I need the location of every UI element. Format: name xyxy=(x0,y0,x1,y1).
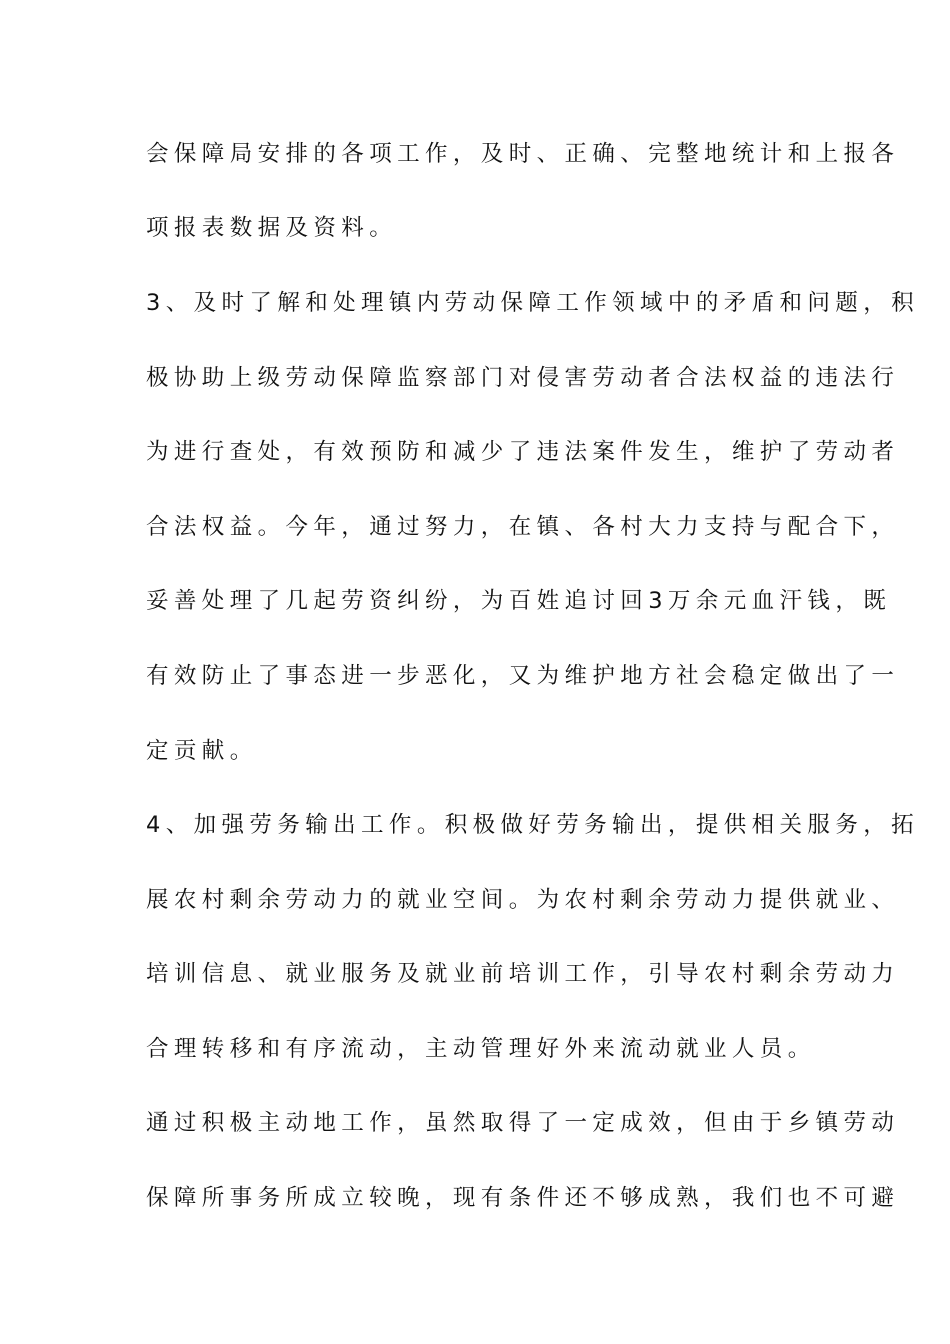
text-line: 合理转移和有序流动，主动管理好外来流动就业人员。 xyxy=(146,1036,816,1062)
text-line: 会保障局安排的各项工作，及时、正确、完整地统计和上报各 xyxy=(146,141,900,167)
text-line: 展农村剩余劳动力的就业空间。为农村剩余劳动力提供就业、 xyxy=(146,887,900,913)
paragraph-5-start: 通过积极主动地工作，虽然取得了一定成效，但由于乡镇劳动 xyxy=(146,1110,900,1136)
text-line: 妥善处理了几起劳资纠纷，为百姓追讨回3万余元血汗钱，既 xyxy=(146,588,892,614)
text-line: 有效防止了事态进一步恶化，又为维护地方社会稳定做出了一 xyxy=(146,663,900,689)
text-line: 培训信息、就业服务及就业前培训工作，引导农村剩余劳动力 xyxy=(146,961,900,987)
text-line: 为进行查处，有效预防和减少了违法案件发生，维护了劳动者 xyxy=(146,439,900,465)
text-line: 保障所事务所成立较晚，现有条件还不够成熟，我们也不可避 xyxy=(146,1185,900,1211)
text-line: 定贡献。 xyxy=(146,738,258,764)
paragraph-4-start: 4、加强劳务输出工作。积极做好劳务输出，提供相关服务，拓 xyxy=(146,812,920,838)
paragraph-3-start: 3、及时了解和处理镇内劳动保障工作领域中的矛盾和问题，积 xyxy=(146,290,920,316)
text-line: 项报表数据及资料。 xyxy=(146,215,398,241)
text-line: 合法权益。今年，通过努力，在镇、各村大力支持与配合下， xyxy=(146,514,900,540)
text-line: 极协助上级劳动保障监察部门对侵害劳动者合法权益的违法行 xyxy=(146,365,900,391)
